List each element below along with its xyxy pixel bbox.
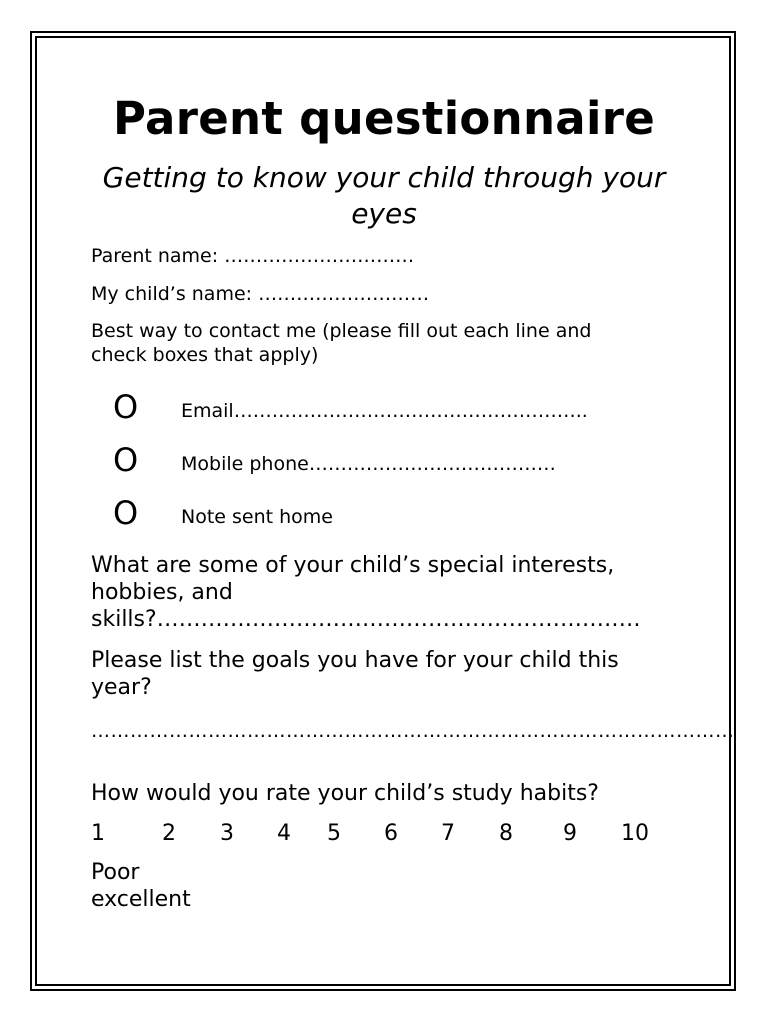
rating-3[interactable]: 3 bbox=[220, 821, 234, 846]
rating-low-label: Poor bbox=[91, 860, 140, 885]
rating-10[interactable]: 10 bbox=[621, 821, 649, 846]
email-option-label[interactable]: Email……………………………………………….. bbox=[181, 400, 588, 422]
email-checkbox[interactable]: O bbox=[113, 388, 139, 426]
rating-1[interactable]: 1 bbox=[91, 821, 105, 846]
contact-prompt: Best way to contact me (please fill out each line and check boxes that apply) bbox=[91, 320, 592, 366]
study-habits-question: How would you rate your child’s study habits? bbox=[91, 781, 599, 806]
note-home-option-label[interactable]: Note sent home bbox=[181, 506, 333, 528]
child-name-field[interactable]: My child’s name: ……………………… bbox=[91, 283, 430, 305]
mobile-phone-checkbox[interactable]: O bbox=[113, 441, 139, 479]
goals-question: Please list the goals you have for your child this year? bbox=[91, 648, 619, 700]
rating-2[interactable]: 2 bbox=[162, 821, 176, 846]
goals-answer-line[interactable]: ……………………………………………………………………………………… bbox=[91, 720, 735, 742]
rating-4[interactable]: 4 bbox=[277, 821, 291, 846]
rating-6[interactable]: 6 bbox=[384, 821, 398, 846]
note-home-checkbox[interactable]: O bbox=[113, 494, 139, 532]
page-subtitle: Getting to know your child through your eyes bbox=[102, 161, 666, 230]
rating-8[interactable]: 8 bbox=[499, 821, 513, 846]
interests-question[interactable]: What are some of your child’s special interests, hobbies, and skills?………………………………………………………… bbox=[91, 553, 641, 632]
rating-9[interactable]: 9 bbox=[563, 821, 577, 846]
rating-5[interactable]: 5 bbox=[327, 821, 341, 846]
rating-high-label: excellent bbox=[91, 887, 191, 912]
parent-name-field[interactable]: Parent name: ………………………… bbox=[91, 245, 415, 267]
page-title: Parent questionnaire bbox=[112, 92, 656, 145]
mobile-phone-option-label[interactable]: Mobile phone………………………………… bbox=[181, 453, 556, 475]
rating-7[interactable]: 7 bbox=[441, 821, 455, 846]
